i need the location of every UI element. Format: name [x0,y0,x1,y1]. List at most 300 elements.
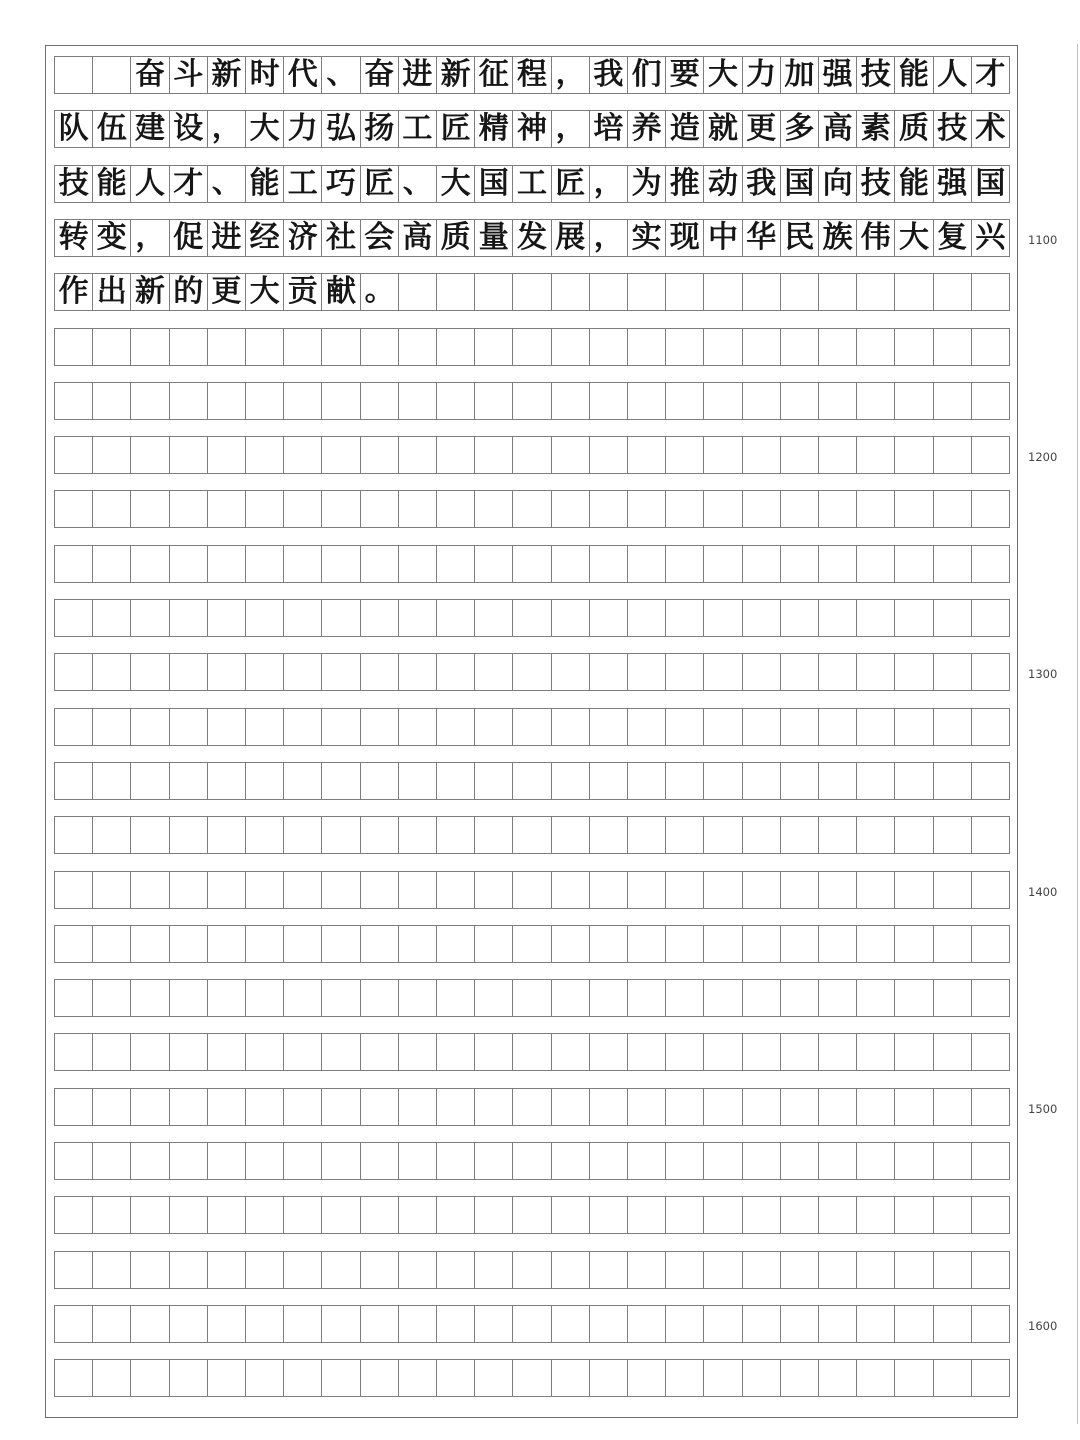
grid-cell [55,600,93,636]
grid-cell [170,1252,208,1288]
grid-cell [475,1306,513,1342]
grid-cell: 工 [284,166,322,202]
grid-cell: 新 [437,57,475,93]
grid-cell [93,600,131,636]
grid-cell [361,763,399,799]
grid-cell [934,872,972,908]
grid-cell [93,383,131,419]
grid-cell: 才 [170,166,208,202]
grid-cell [781,872,819,908]
grid-cell [131,872,169,908]
grid-cell [552,1034,590,1070]
grid-cell [475,817,513,853]
grid-cell [55,383,93,419]
grid-cell [93,926,131,962]
grid-cell: 济 [284,220,322,256]
grid-cell [628,1197,666,1233]
grid-cell [857,872,895,908]
grid-cell [666,383,704,419]
grid-cell [246,654,284,690]
grid-cell [857,1034,895,1070]
grid-cell [513,872,551,908]
grid-cell [743,491,781,527]
grid-cell [628,763,666,799]
grid-cell: ， [552,57,590,93]
grid-cell: 大 [246,274,284,310]
grid-cell [246,1306,284,1342]
grid-cell [743,600,781,636]
grid-cell: 发 [513,220,551,256]
grid-cell [934,1306,972,1342]
grid-cell [246,872,284,908]
grid-cell [475,1197,513,1233]
grid-cell: ， [552,111,590,147]
grid-cell: 能 [895,166,933,202]
grid-cell [284,709,322,745]
grid-cell: 进 [399,57,437,93]
grid-cell [361,817,399,853]
grid-cell [781,546,819,582]
grid-cell: 要 [666,57,704,93]
grid-cell [475,1360,513,1396]
grid-cell: 征 [475,57,513,93]
grid-cell [857,654,895,690]
grid-cell [170,546,208,582]
grid-cell [934,763,972,799]
grid-cell [437,926,475,962]
grid-cell [322,1360,360,1396]
grid-cell [93,763,131,799]
grid-cell [743,763,781,799]
grid-cell [819,1089,857,1125]
grid-cell [666,654,704,690]
grid-cell [666,1306,704,1342]
grid-cell [475,546,513,582]
grid-cell [934,1197,972,1233]
grid-cell [704,600,742,636]
grid-cell [361,1306,399,1342]
grid-cell [972,654,1010,690]
grid-cell [895,1034,933,1070]
grid-cell [934,491,972,527]
grid-cell [972,1034,1010,1070]
grid-cell [743,980,781,1016]
grid-row [54,979,1010,1017]
grid-cell [781,817,819,853]
grid-cell [628,546,666,582]
grid-cell [895,491,933,527]
grid-cell [284,926,322,962]
grid-row [54,219,1010,257]
grid-cell [628,491,666,527]
grid-cell [552,817,590,853]
grid-cell [819,1143,857,1179]
grid-cell [399,872,437,908]
grid-cell [208,763,246,799]
grid-cell: 建 [131,111,169,147]
grid-cell [590,383,628,419]
grid-cell [55,817,93,853]
grid-cell [361,980,399,1016]
grid-cell: 强 [819,57,857,93]
grid-cell [819,926,857,962]
grid-cell [781,763,819,799]
grid-cell [131,926,169,962]
grid-cell [131,1089,169,1125]
grid-cell [895,600,933,636]
grid-cell [666,600,704,636]
grid-cell: 匠 [361,166,399,202]
grid-cell [704,654,742,690]
grid-cell [857,1252,895,1288]
grid-cell [55,1306,93,1342]
grid-cell [513,980,551,1016]
grid-cell [208,1252,246,1288]
grid-cell [170,383,208,419]
grid-cell [131,1252,169,1288]
grid-cell [322,437,360,473]
grid-cell [437,1034,475,1070]
grid-cell [437,1143,475,1179]
grid-cell [666,817,704,853]
grid-cell [895,383,933,419]
grid-cell [55,1197,93,1233]
grid-cell: 进 [208,220,246,256]
grid-cell [437,491,475,527]
grid-cell [743,383,781,419]
grid-cell [934,817,972,853]
grid-cell [131,437,169,473]
grid-cell [819,1306,857,1342]
grid-cell: 实 [628,220,666,256]
grid-cell [590,817,628,853]
grid-cell [704,437,742,473]
grid-cell: 们 [628,57,666,93]
grid-cell [857,274,895,310]
grid-cell [246,926,284,962]
grid-cell [131,817,169,853]
grid-cell: 经 [246,220,284,256]
grid-cell [895,1197,933,1233]
grid-cell [513,654,551,690]
grid-cell [857,437,895,473]
grid-cell [513,600,551,636]
grid-cell [361,491,399,527]
grid-cell [131,329,169,365]
grid-cell [284,383,322,419]
grid-cell [972,1252,1010,1288]
ruler-label: 1300 [1028,667,1058,682]
grid-cell [972,1089,1010,1125]
grid-row [54,653,1010,691]
grid-cell [743,654,781,690]
grid-cell [55,437,93,473]
grid-cell: 动 [704,166,742,202]
grid-cell [208,1306,246,1342]
grid-cell: 培 [590,111,628,147]
grid-cell [475,763,513,799]
grid-cell [513,926,551,962]
grid-cell [208,546,246,582]
grid-cell [552,1252,590,1288]
ruler-label: 1100 [1028,233,1058,247]
grid-cell [437,763,475,799]
grid-cell [972,980,1010,1016]
grid-cell [208,654,246,690]
grid-cell [322,1306,360,1342]
grid-cell: 。 [361,274,399,310]
grid-cell [475,1089,513,1125]
grid-cell [93,1306,131,1342]
grid-cell: 队 [55,111,93,147]
grid-cell [246,383,284,419]
grid-cell [170,437,208,473]
grid-cell: 变 [93,220,131,256]
grid-cell [322,763,360,799]
grid-row [54,1359,1010,1397]
grid-cell [55,709,93,745]
grid-cell [590,980,628,1016]
grid-cell [361,926,399,962]
grid-cell [475,600,513,636]
grid-cell [552,1197,590,1233]
grid-cell [934,709,972,745]
grid-cell [208,817,246,853]
grid-cell: 出 [93,274,131,310]
grid-cell: 加 [781,57,819,93]
grid-cell [93,437,131,473]
grid-cell [552,491,590,527]
grid-cell [246,491,284,527]
grid-cell: 素 [857,111,895,147]
grid-cell [934,1143,972,1179]
grid-cell: 才 [972,57,1010,93]
grid-cell [972,872,1010,908]
grid-cell [246,600,284,636]
grid-cell [131,1197,169,1233]
grid-cell [55,329,93,365]
grid-cell [972,763,1010,799]
grid-cell: 大 [246,111,284,147]
grid-cell: 大 [437,166,475,202]
grid-cell [322,980,360,1016]
grid-cell [361,1089,399,1125]
grid-cell [743,1197,781,1233]
grid-cell [399,709,437,745]
grid-cell: 匠 [552,166,590,202]
grid-cell [131,491,169,527]
grid-cell [895,546,933,582]
grid-cell [895,1089,933,1125]
grid-cell [170,1306,208,1342]
grid-cell [743,1360,781,1396]
grid-cell [590,1143,628,1179]
grid-cell [399,1360,437,1396]
grid-cell [513,274,551,310]
grid-cell: 设 [170,111,208,147]
grid-cell [934,329,972,365]
grid-cell [208,926,246,962]
grid-cell [322,600,360,636]
grid-cell [55,1252,93,1288]
grid-cell [322,1252,360,1288]
grid-cell [552,926,590,962]
grid-cell [246,1034,284,1070]
grid-cell [781,926,819,962]
grid-cell [857,1306,895,1342]
grid-cell [284,654,322,690]
grid-row [54,382,1010,420]
grid-cell [284,1089,322,1125]
grid-cell [704,1360,742,1396]
grid-cell [284,1143,322,1179]
grid-cell [437,329,475,365]
grid-cell [93,1252,131,1288]
grid-cell [322,872,360,908]
grid-cell [322,1197,360,1233]
grid-cell [819,1034,857,1070]
grid-cell: 能 [246,166,284,202]
grid-cell [284,1034,322,1070]
grid-cell [55,872,93,908]
grid-cell [208,600,246,636]
grid-cell [170,1089,208,1125]
grid-cell: 程 [513,57,551,93]
grid-cell: ， [131,220,169,256]
grid-cell [475,872,513,908]
grid-cell [704,1306,742,1342]
grid-cell [590,763,628,799]
grid-cell [857,1143,895,1179]
grid-cell [246,709,284,745]
grid-cell [513,1252,551,1288]
grid-cell [628,274,666,310]
grid-cell [590,546,628,582]
grid-cell [437,980,475,1016]
grid-cell [590,437,628,473]
grid-cell [131,1143,169,1179]
grid-cell: 术 [972,111,1010,147]
grid-cell [895,329,933,365]
grid-cell: 新 [208,57,246,93]
grid-cell [246,817,284,853]
grid-cell [934,1252,972,1288]
grid-cell [170,329,208,365]
grid-cell [590,1252,628,1288]
grid-cell [284,1252,322,1288]
grid-cell [819,383,857,419]
grid-cell [513,1197,551,1233]
grid-cell [399,1306,437,1342]
grid-cell [437,274,475,310]
grid-cell: 推 [666,166,704,202]
grid-cell [704,817,742,853]
grid-cell: 工 [399,111,437,147]
grid-cell [208,1143,246,1179]
grid-cell [666,437,704,473]
grid-cell [246,546,284,582]
grid-cell [819,763,857,799]
grid-cell [475,329,513,365]
grid-cell: 的 [170,274,208,310]
grid-cell [972,437,1010,473]
grid-cell [399,654,437,690]
grid-cell [781,1252,819,1288]
grid-cell [704,872,742,908]
grid-cell [895,437,933,473]
grid-row [54,1305,1010,1343]
grid-cell [628,654,666,690]
grid-cell [628,437,666,473]
grid-cell [170,491,208,527]
grid-cell: 国 [781,166,819,202]
grid-cell [666,1197,704,1233]
grid-cell [437,654,475,690]
grid-cell [819,600,857,636]
grid-cell [437,437,475,473]
grid-cell [399,980,437,1016]
grid-cell [552,1143,590,1179]
ruler-label: 1600 [1028,1319,1058,1333]
grid-cell [131,546,169,582]
grid-cell: 弘 [322,111,360,147]
grid-cell [552,872,590,908]
grid-cell [819,872,857,908]
grid-cell: 巧 [322,166,360,202]
grid-cell [590,1360,628,1396]
grid-cell: 力 [284,111,322,147]
grid-cell [170,926,208,962]
grid-cell [628,980,666,1016]
grid-cell [399,926,437,962]
grid-cell [666,980,704,1016]
grid-cell [590,1034,628,1070]
grid-row [54,545,1010,583]
grid-cell: 社 [322,220,360,256]
grid-cell [322,1089,360,1125]
grid-cell: 向 [819,166,857,202]
grid-cell [781,274,819,310]
grid-cell [972,274,1010,310]
grid-cell [972,546,1010,582]
grid-cell [93,329,131,365]
grid-cell [208,491,246,527]
grid-cell [399,329,437,365]
grid-cell: 新 [131,274,169,310]
grid-cell [552,1089,590,1125]
grid-cell [208,872,246,908]
grid-cell [475,654,513,690]
grid-cell: 量 [475,220,513,256]
grid-cell: 奋 [131,57,169,93]
grid-cell [55,980,93,1016]
grid-cell [399,1252,437,1288]
grid-row [54,273,1010,311]
grid-cell: 族 [819,220,857,256]
grid-cell [704,383,742,419]
grid-cell [437,817,475,853]
grid-cell [361,437,399,473]
grid-cell [857,1197,895,1233]
grid-cell [934,980,972,1016]
grid-cell [934,926,972,962]
grid-cell [934,1089,972,1125]
grid-cell [743,709,781,745]
grid-cell [55,1143,93,1179]
grid-cell [895,872,933,908]
grid-cell: 作 [55,274,93,310]
grid-row [54,816,1010,854]
